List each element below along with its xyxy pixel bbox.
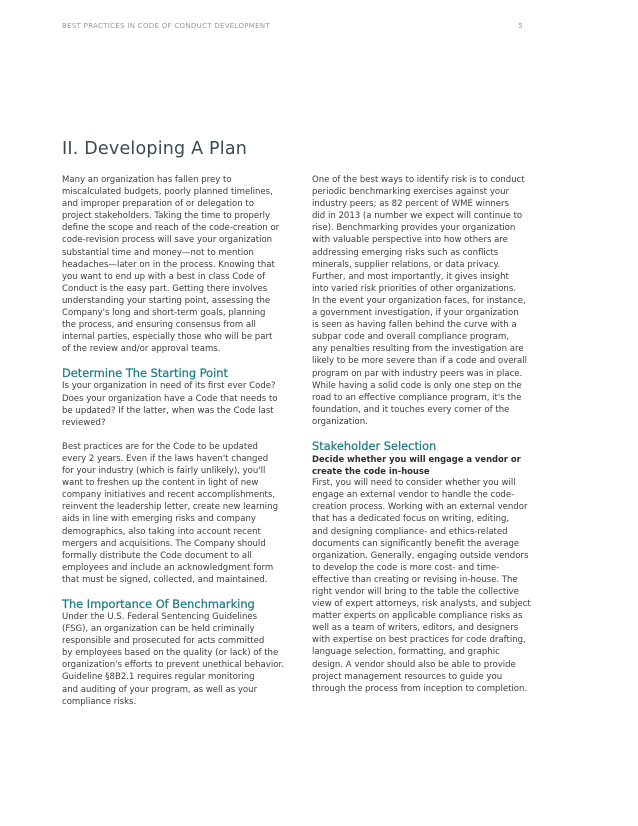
text-line: that has a dedicated focus on writing, editing, (312, 514, 510, 525)
text-line: compliance risks. (62, 696, 137, 707)
text-line: internal parties, especially those who will be part (62, 332, 273, 343)
text-line: addressing emerging risks such as conflicts (312, 247, 499, 258)
text-line: Company's long and short-term goals, planning (62, 308, 266, 319)
section-title: II. Developing A Plan (62, 139, 248, 159)
text-line: headaches—later on in the process. Knowing that (62, 259, 275, 270)
text-line: Is your organization in need of its first ever Code? (62, 381, 276, 392)
text-line: responsible and prosecuted for acts committed (62, 636, 265, 647)
text-line: effective than creating or revising in-house. The (312, 574, 518, 585)
text-line: Further, and most importantly, it gives insight (312, 271, 509, 282)
text-line: While having a solid code is only one step on the (312, 380, 522, 391)
text-line: organization. (312, 416, 368, 427)
text-line: be updated? If the latter, when was the Code last (62, 405, 274, 416)
text-line: did in 2013 (a number we expect will continue to (312, 211, 523, 222)
text-line: miscalculated budgets, poorly planned timelines, (62, 187, 273, 198)
intro-paragraph (62, 174, 288, 355)
text-line: with valuable perspective into how others are (312, 235, 508, 246)
text-line: periodic benchmarking exercises against your (312, 187, 510, 198)
benchmarking-continued-paragraph (312, 174, 538, 428)
text-line: In the event your organization faces, for instance, (312, 295, 526, 306)
text-line: into varied risk priorities of other organizations. (312, 283, 517, 294)
text-line: Under the U.S. Federal Sentencing Guidelines (62, 612, 258, 622)
text-line: subpar code and overall compliance program, (312, 332, 510, 343)
text-line: matter experts on applicable compliance risks as (312, 611, 523, 622)
text-line: aids in line with emerging risks and company (62, 514, 256, 525)
text-line: engage an external vendor to handle the code- (312, 490, 515, 501)
text-line: project stakeholders. Taking the time to properly (62, 211, 271, 222)
text-line: any penalties resulting from the investigation are (312, 344, 524, 355)
text-line: through the process from inception to completion. (312, 683, 528, 694)
text-line: Guideline §8B2.1 requires regular monitoring (62, 672, 255, 683)
text-line: organization. Generally, engaging outside vendors (312, 550, 529, 561)
text-line: substantial time and money—not to mention (62, 247, 254, 258)
text-line: for your industry (which is fairly unlikely), you'll (62, 466, 266, 477)
benchmarking-paragraph (62, 611, 288, 708)
text-line: Conduct is the easy part. Getting there involves (62, 283, 268, 294)
text-line: create the code in-house (312, 466, 430, 477)
stakeholder-subheading (312, 453, 538, 477)
text-line: a government investigation, if your organization (312, 308, 519, 319)
text-line: to develop the code is more cost- and time- (312, 562, 500, 573)
text-line: road to an effective compliance program, it's the (312, 392, 522, 403)
text-line: program on par with industry peers was in place. (312, 368, 523, 379)
text-line: want to freshen up the content in light of new (62, 478, 259, 489)
text-line: documents can significantly benefit the average (312, 538, 520, 549)
page-number: 5 (518, 22, 523, 30)
heading-stakeholder-selection: Stakeholder Selection (312, 438, 437, 453)
text-line: formally distribute the Code document to all (62, 550, 252, 561)
text-line: and improper preparation of or delegation to (62, 199, 254, 210)
text-line: design. A vendor should also be able to provide (312, 659, 516, 670)
running-title: BEST PRACTICES IN CODE OF CONDUCT DEVELOPMENT (62, 22, 270, 30)
text-line: is seen as having fallen behind the curve with a (312, 320, 517, 331)
text-line: by employees based on the quality (or lack) of the (62, 648, 279, 659)
right-column (312, 174, 538, 695)
text-line: company initiatives and recent accomplishments, (62, 490, 276, 501)
text-line: minerals, supplier relations, or data privacy. (312, 259, 501, 270)
stakeholder-paragraph (312, 477, 538, 695)
starting-point-paragraph-1 (62, 380, 288, 428)
text-line: right vendor will bring to the table the collective (312, 587, 519, 597)
text-line: demographics, also taking into account recent (62, 526, 261, 537)
text-line: industry peers; as 82 percent of WME winners (312, 199, 510, 210)
text-line: of the review and/or approval teams. (62, 344, 221, 355)
text-line: likely to be more severe than if a code and overall (312, 356, 528, 367)
text-line: (FSG), an organization can be held criminally (62, 624, 255, 635)
text-line: employees and include an acknowledgment form (62, 562, 274, 573)
starting-point-paragraph-2 (62, 441, 288, 586)
text-line: foundation, and it touches every corner of the (312, 404, 510, 415)
text-line: Does your organization have a Code that needs to (62, 393, 278, 404)
text-line: reinvent the leadership letter, create new learning (62, 502, 279, 513)
heading-benchmarking: The Importance Of Benchmarking (62, 597, 255, 611)
text-line: Many an organization has fallen prey to (62, 175, 232, 185)
heading-starting-point: Determine The Starting Point (62, 366, 228, 381)
text-line: and designing compliance- and ethics-related (312, 526, 508, 537)
text-line: First, you will need to consider whether you will (312, 478, 516, 489)
text-line: Decide whether you will engage a vendor or (312, 453, 521, 464)
text-line: project management resources to guide you (312, 671, 503, 682)
left-column (62, 174, 288, 708)
text-line: view of expert attorneys, risk analysts, and subject (312, 599, 531, 610)
text-line: Best practices are for the Code to be updated (62, 441, 258, 452)
text-line: language selection, formatting, and graphic (312, 647, 500, 658)
text-line: mergers and acquisitions. The Company should (62, 538, 266, 549)
text-line: you want to end up with a best in class Code of (62, 271, 266, 282)
text-line: well as a team of writers, editors, and designers (312, 623, 519, 634)
text-line: code-revision process will save your organization (62, 235, 273, 246)
text-line: One of the best ways to identify risk is to conduct (312, 175, 525, 185)
text-line: understanding your starting point, assessing the (62, 295, 271, 306)
text-line: that must be signed, collected, and maintained. (62, 574, 268, 585)
text-line: organization's efforts to prevent unethical behavior. (62, 660, 284, 671)
text-line: the process, and ensuring consensus from all (62, 320, 256, 331)
text-line: with expertise on best practices for code drafting, (312, 635, 526, 646)
text-line: and auditing of your program, as well as your (62, 684, 258, 695)
text-line: reviewed? (62, 417, 106, 428)
running-header (62, 22, 523, 30)
text-line: creation process. Working with an external vendor (312, 502, 528, 513)
text-line: rise). Benchmarking provides your organization (312, 223, 516, 234)
text-line: define the scope and reach of the code-creation or (62, 223, 280, 234)
text-line: every 2 years. Even if the laws haven't changed (62, 453, 269, 464)
